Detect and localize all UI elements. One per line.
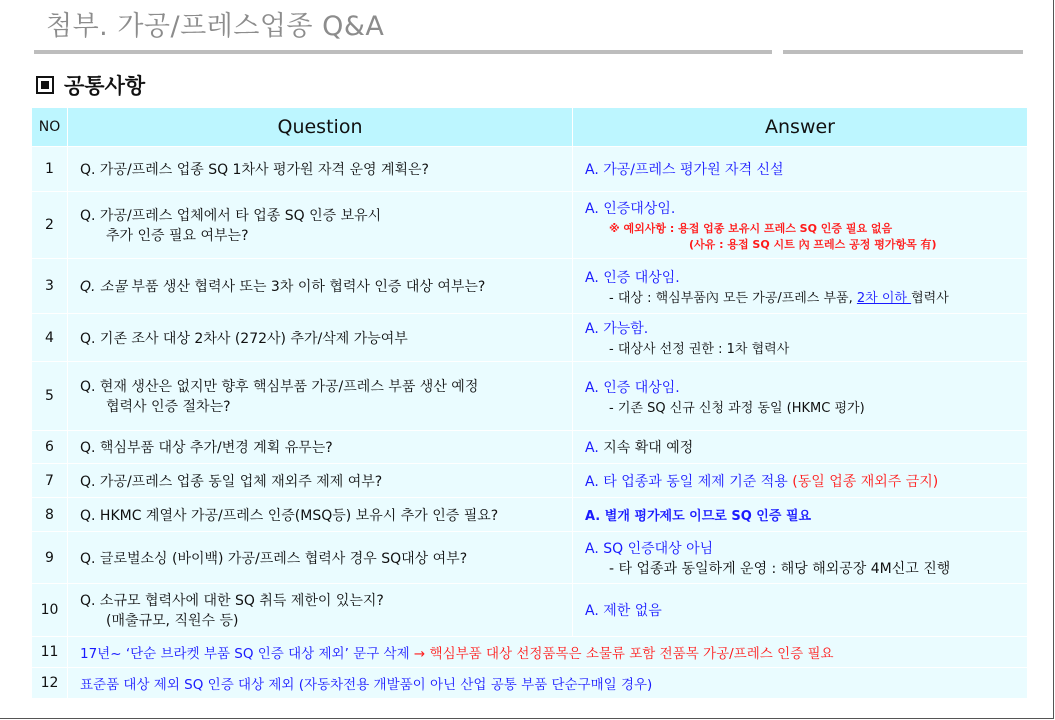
- question-cell: [68, 147, 573, 192]
- title-rule: [34, 50, 772, 54]
- table-row: [32, 259, 1028, 314]
- question-cell: [68, 362, 573, 431]
- question-text: Q. 핵심부품 대상 추가/변경 계획 유무는?: [80, 440, 333, 456]
- row-number: 2: [32, 192, 68, 259]
- row-number: 4: [32, 314, 68, 362]
- answer-cell: [573, 431, 1028, 464]
- note-text: 표준품 대상 제외 SQ 인증 대상 제외 (자동차전용 개발품이 아닌 산업 공통 부품 단순구매일 경우): [80, 677, 653, 693]
- question-cell: [68, 464, 573, 498]
- table-row: [32, 464, 1028, 498]
- row-number: 7: [32, 464, 68, 498]
- table-row: [32, 668, 1028, 699]
- answer-reason: (사유 : 용접 SQ 시트 內 프레스 공정 평가항목 有): [689, 238, 937, 251]
- table-row: [32, 362, 1028, 431]
- answer-detail: - 대상 : 핵심부품內 모든 가공/프레스 부품,: [609, 290, 857, 306]
- row-number: 12: [32, 668, 68, 699]
- answer-text: A. 인증 대상임.: [585, 379, 680, 396]
- answer-text: A. 인증대상임.: [585, 201, 676, 217]
- table-row: [32, 532, 1028, 584]
- question-prefix: Q. 소물: [80, 279, 127, 295]
- question-cell: [68, 431, 573, 464]
- answer-detail: - 타 업종과 동일하게 운영 : 해당 해외공장 4M신고 진행: [609, 560, 951, 577]
- answer-text: A. 제한 없음: [585, 603, 662, 619]
- header-row: [32, 108, 1028, 147]
- answer-cell: [573, 532, 1028, 584]
- question-text-cont: 추가 인증 필요 여부는?: [106, 228, 249, 244]
- answer-exception: ※ 예외사항 : 용접 업종 보유시 프레스 SQ 인증 필요 없음: [609, 222, 893, 235]
- section-heading: [36, 70, 145, 100]
- row-number: 3: [32, 259, 68, 314]
- question-text: Q. 가공/프레스 업종 동일 업체 재외주 제제 여부?: [80, 473, 383, 490]
- answer-text: 지속 확대 예정: [598, 440, 694, 456]
- qa-table: [31, 107, 1028, 699]
- question-cell: [68, 192, 573, 259]
- table-row: [32, 584, 1028, 637]
- table-row: [32, 431, 1028, 464]
- answer-cell: [573, 584, 1028, 637]
- question-text: Q. 기존 조사 대상 2차사 (272사) 추가/삭제 가능여부: [80, 330, 408, 347]
- header-answer: Answer: [573, 108, 1028, 147]
- title-rule-right: [783, 50, 1023, 54]
- question-text: Q. 가공/프레스 업종 SQ 1차사 평가원 자격 운영 계획은?: [80, 162, 429, 178]
- row-number: 9: [32, 532, 68, 584]
- answer-text: A. SQ 인증대상 아님: [585, 540, 714, 557]
- answer-cell: [573, 314, 1028, 362]
- row-number: 1: [32, 147, 68, 192]
- header-no: NO: [32, 108, 68, 147]
- answer-cell: [573, 498, 1028, 532]
- table-row: [32, 314, 1028, 362]
- question-text: Q. 소규모 협력사에 대한 SQ 취득 제한이 있는지?: [80, 593, 384, 609]
- answer-text: A. 인증 대상임.: [585, 269, 680, 286]
- answer-detail-end: 협력사: [911, 290, 949, 306]
- question-text: Q. 글로벌소싱 (바이백) 가공/프레스 협력사 경우 SQ대상 여부?: [80, 550, 468, 567]
- question-cell: [68, 314, 573, 362]
- question-text: 부품 생산 협력사 또는 3차 이하 협력사 인증 대상 여부는?: [126, 279, 486, 295]
- question-cell: [68, 532, 573, 584]
- answer-cell: [573, 147, 1028, 192]
- note-cell: [68, 668, 1028, 699]
- question-text-cont: (매출규모, 직원수 등): [106, 613, 239, 629]
- answer-text: A. 별개 평가제도 이므로 SQ 인증 필요: [585, 509, 812, 524]
- table-row: [32, 637, 1028, 668]
- question-text: Q. 현재 생산은 없지만 향후 핵심부품 가공/프레스 부품 생산 예정: [80, 379, 479, 395]
- answer-text: A. 가공/프레스 평가원 자격 신설: [585, 162, 784, 178]
- question-cell: [68, 584, 573, 637]
- row-number: 8: [32, 498, 68, 532]
- question-cell: [68, 498, 573, 532]
- table-row: [32, 147, 1028, 192]
- row-number: 5: [32, 362, 68, 431]
- answer-detail: - 기존 SQ 신규 신청 과정 동일 (HKMC 평가): [609, 400, 865, 416]
- section-title: 공통사항: [64, 74, 146, 98]
- answer-detail-link[interactable]: 2차 이하: [856, 290, 912, 306]
- page-title: 첨부. 가공/프레스업종 Q&A: [46, 11, 385, 42]
- answer-text: A. 타 업종과 동일 제제 기준 적용: [585, 473, 793, 490]
- row-number: 6: [32, 431, 68, 464]
- question-cell: [68, 259, 573, 314]
- table-row: [32, 192, 1028, 259]
- header-question: Question: [68, 108, 573, 147]
- row-number: 11: [32, 637, 68, 668]
- answer-cell: [573, 362, 1028, 431]
- question-text-cont: 협력사 인증 절차는?: [106, 399, 231, 415]
- table-row: [32, 498, 1028, 532]
- answer-text: A. 가능함.: [585, 321, 649, 337]
- row-number: 10: [32, 584, 68, 637]
- answer-cell: [573, 259, 1028, 314]
- note-cell: [68, 637, 1028, 668]
- note-text: 17년~ ‘단순 브라켓 부품 SQ 인증 대상 제외’ 문구 삭제: [80, 646, 414, 662]
- square-bullet-icon: [36, 76, 54, 94]
- answer-cell: [573, 464, 1028, 498]
- answer-note: (동일 업종 재외주 금지): [792, 473, 939, 490]
- answer-detail: - 대상사 선정 권한 : 1차 협력사: [609, 342, 790, 357]
- answer-prefix: A.: [585, 440, 599, 456]
- question-text: Q. HKMC 계열사 가공/프레스 인증(MSQ등) 보유시 추가 인증 필요?: [80, 507, 499, 524]
- note-emphasis: → 핵심부품 대상 선정품목은 소물류 포함 전품목 가공/프레스 인증 필요: [413, 646, 834, 662]
- question-text: Q. 가공/프레스 업체에서 타 업종 SQ 인증 보유시: [80, 208, 382, 224]
- answer-cell: [573, 192, 1028, 259]
